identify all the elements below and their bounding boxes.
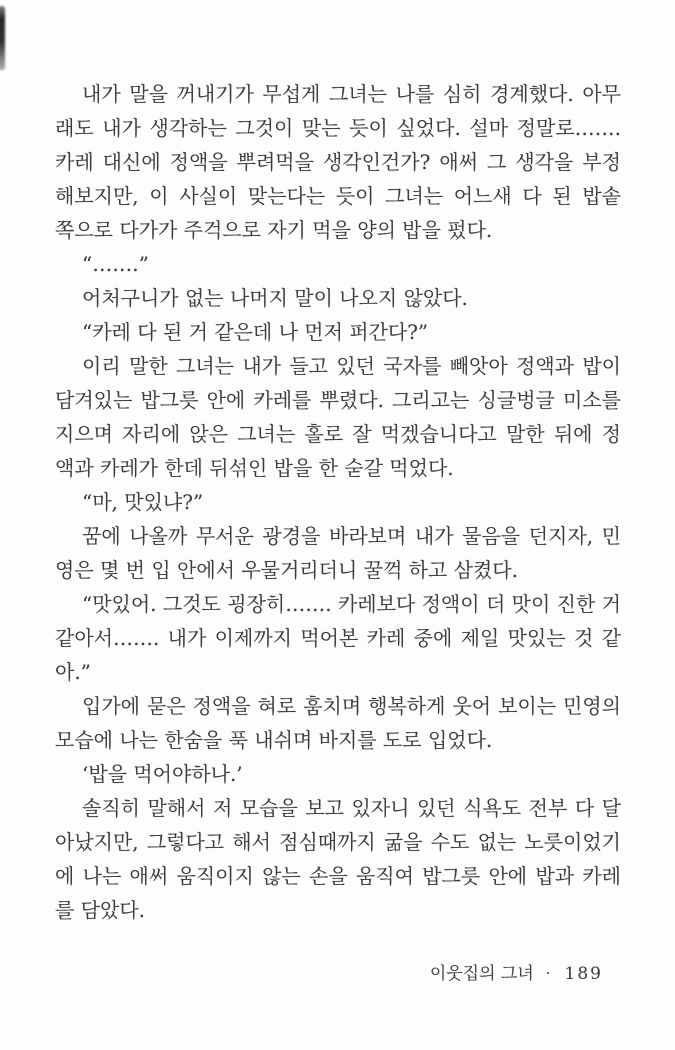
- text-line: 어처구니가 없는 나머지 말이 나오지 않았다.: [82, 286, 468, 310]
- text-line: “마, 맛있냐?”: [82, 490, 204, 514]
- text-line: 래도 내가 생각하는 그것이 맞는 듯이 싶었다. 설마 정말로…….: [55, 116, 621, 140]
- text-line: “…….”: [82, 252, 149, 276]
- text-line: 내가 말을 꺼내기가 무섭게 그녀는 나를 심히 경계했다. 아무: [82, 82, 621, 106]
- text-line: 를 담았다.: [55, 898, 145, 922]
- text-line: “맛있어. 그것도 굉장히……. 카레보다 정액이 더 맛이 진한 거: [82, 592, 621, 616]
- text-line: ‘밥을 먹어야하나.’: [82, 762, 243, 786]
- running-title: 이웃집의 그녀: [429, 964, 534, 984]
- text-line: 지으며 자리에 앉은 그녀는 홀로 잘 먹겠습니다고 말한 뒤에 정: [55, 422, 621, 446]
- text-line: 쪽으로 다가가 주걱으로 자기 먹을 양의 밥을 펐다.: [55, 218, 493, 242]
- text-line: 해보지만, 이 사실이 맞는다는 듯이 그녀는 어느새 다 된 밥솥: [55, 184, 621, 208]
- text-line: 아났지만, 그렇다고 해서 점심때까지 굶을 수도 없는 노릇이었기: [55, 830, 621, 854]
- text-line: 입가에 묻은 정액을 혀로 훔치며 행복하게 웃어 보이는 민영의: [82, 694, 621, 718]
- page-footer: [430, 961, 603, 986]
- scan-artifact-mark: [0, 6, 5, 70]
- text-line: 영은 몇 번 입 안에서 우물거리더니 꿀꺽 하고 삼켰다.: [55, 558, 518, 582]
- separator-dot: ·: [545, 964, 551, 982]
- text-line: 솔직히 말해서 저 모습을 보고 있자니 있던 식욕도 전부 다 달: [82, 796, 621, 820]
- text-line: 카레 대신에 정액을 뿌려먹을 생각인건가? 애써 그 생각을 부정: [55, 150, 621, 174]
- text-line: “카레 다 된 거 같은데 나 먼저 퍼간다?”: [82, 320, 429, 344]
- text-line: 이리 말한 그녀는 내가 들고 있던 국자를 빼앗아 정액과 밥이: [82, 354, 621, 378]
- page-number: 189: [564, 964, 603, 984]
- text-line: 아.”: [55, 660, 91, 684]
- text-line: 담겨있는 밥그릇 안에 카레를 뿌렸다. 그리고는 싱글벙글 미소를: [55, 388, 621, 412]
- text-line: 에 나는 애써 움직이지 않는 손을 움직여 밥그릇 안에 밥과 카레: [55, 864, 621, 888]
- text-line: 모습에 나는 한숨을 푹 내쉬며 바지를 도로 입었다.: [55, 728, 493, 752]
- text-line: 꿈에 나올까 무서운 광경을 바라보며 내가 물음을 던지자, 민: [82, 524, 621, 548]
- text-line: 액과 카레가 한데 뒤섞인 밥을 한 숟갈 먹었다.: [55, 456, 454, 480]
- body-text: [55, 77, 621, 927]
- text-line: 같아서……. 내가 이제까지 먹어본 카레 중에 제일 맛있는 것 같: [55, 626, 621, 650]
